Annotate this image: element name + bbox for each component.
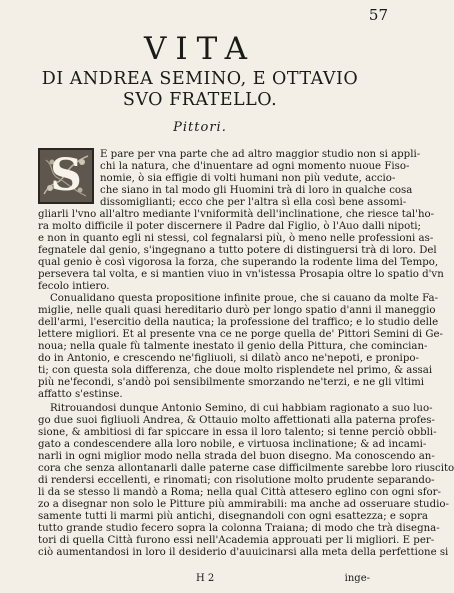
text-line: gliarli l'vno all'altro mediante l'vniformità dell'inclinatione, che riesce tal'ho- [38,209,435,220]
text-line: tori di quella Città furono essi nell'Academia approuati per li migliori. E per- [38,535,435,546]
text-line: nomie, ò sia effigie di volti humani non più vedute, accio- [100,173,396,184]
text-line: chi la natura, che d'inuentare ad ogni momento nuoue Fiso- [100,161,410,172]
text-line: tutto grande studio fecero sopra la colonna Traiana; di modo che trà disegna- [38,523,440,534]
text-line: ti; con questa sola differenza, che doue molto risplendete nel primo, & assai [38,365,433,376]
text-line: narli in ogni miglior modo nella strada del buon disegno. Ma conoscendo an- [38,451,435,462]
signature-mark: H 2 [196,573,215,584]
text-line: più ne'fecondi, s'andò poi sensibilmente smorzando ne'terzi, e ne gli vltimi [38,377,425,388]
text-line: miglie, nelle quali quasi hereditario durò per longo spatio d'anni il maneggio [38,305,436,316]
text-line: e non in quanto egli ni stessi, col fegnalarsi più, ò meno nelle professioni as- [38,233,434,244]
text-line: sione, & ambitiosi di far spiccare in essa il loro talento; si tenne perciò obbli- [38,427,437,438]
text-line: noua; nella quale fù talmente inestato il genio della Pittura, che comincian- [38,341,428,352]
text-line: ra molto difficile il poter discernere il Padre dal Figlio, ò l'Auo dalli nipoti; [38,221,421,232]
drop-cap-letter: S [50,150,82,201]
text-line: Conualidano questa propositione infinite proue, che si cauano da molte Fa- [50,293,439,304]
catchword: inge- [344,573,370,584]
drop-cap-ornament [38,148,94,204]
text-line: li da se stesso li mandò a Roma; nella qual Città attesero eglino con ogni sfor- [38,487,441,498]
text-line: do in Antonio, e crescendo ne'figliuoli, si dilatò anco ne'nepoti, e pronipo- [38,353,419,364]
text-line: fecolo intiero. [38,281,110,292]
text-line: Ritrouandosi dunque Antonio Semino, di cui habbiam ragionato a suo luo- [50,403,433,414]
text-line: go due suoi figliuoli Andrea, & Ottauio molto affettionati alla paterna profes- [38,415,435,426]
text-line: samente tutti li marmi più antichi, disegnandoli con ogni esattezza; e sopra [38,511,428,522]
text-line: dissomiglianti; ecco che per l'altra sì ella così bene assomi- [100,197,407,208]
section-heading: Pittori. [173,120,227,135]
text-line: gato a condescendere alla loro nobile, e virtuosa inclinatione; & ad incami- [38,439,427,450]
text-line: lettere migliori. Et al presente vna ce ne porge quella de' Pittori Semini di Ge- [38,329,443,340]
text-line: persevera tal volta, e si mantien viuo in vn'istessa Prosapia oltre lo spatio d'vn [38,269,444,280]
title-vita: VITA [143,31,256,67]
text-line: fegnatele dal genio, s'ingegnano a tutto potere di distinguersi trà di loro. Del [38,245,437,256]
page-number: 57 [368,6,388,24]
text-line: E pare per vna parte che ad altro maggior studio non si appli- [100,149,421,160]
text-line: ciò aumentandosi in loro il desiderio d'auuicinarsi alla meta della perfettione si [38,547,449,558]
text-line: affatto s'estinse. [38,389,123,400]
text-line: di rendersi eccellenti, e rinomati; con risolutione molto prudente separando- [38,475,435,486]
subtitle-line-2: SVO FRATELLO. [122,90,278,110]
text-line: qual genio è così vigorosa la forza, che superando la rodente lima del Tempo, [38,257,439,268]
text-line: dell'armi, l'esercitio della nautica; la professione del traffico; e lo studio delle [38,317,439,328]
text-line: cora che senza allontanarli dalle paterne case difficilmente sarebbe loro riuscito [38,463,454,474]
text-line: zo a disegnar non solo le Pitture più ammirabili: ma anche ad osseruare studio- [38,499,449,510]
subtitle-line-1: DI ANDREA SEMINO, E OTTAVIO [41,69,359,89]
text-line: che siano in tal modo gli Huomini trà di loro in qualche cosa [100,185,413,196]
